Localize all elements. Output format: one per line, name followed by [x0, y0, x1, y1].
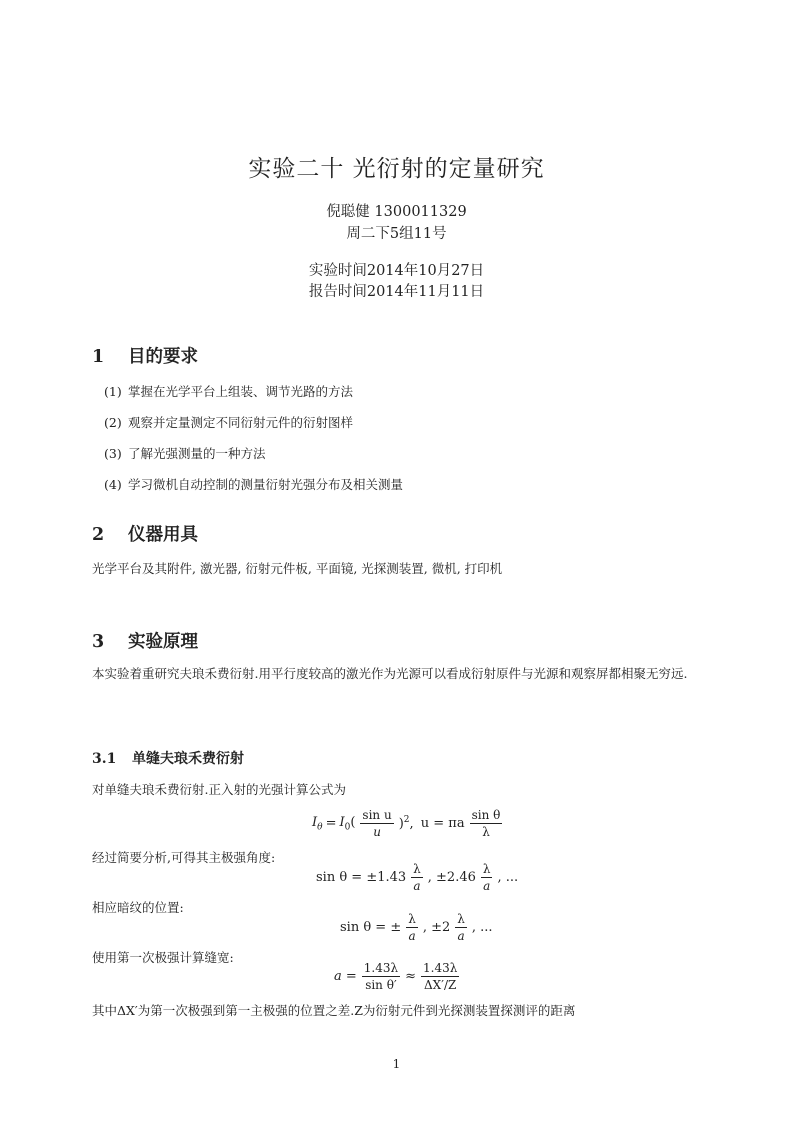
section-number: 2 — [92, 525, 105, 545]
list-item: (3) 了解光强测量的一种方法 — [104, 446, 266, 461]
section-title: 实验原理 — [128, 632, 198, 652]
subsection-3-1-heading — [92, 748, 244, 768]
subsection-title: 单缝夫琅禾费衍射 — [132, 751, 244, 767]
report-date: 报告时间2014年11月11日 — [308, 284, 485, 300]
document-title: 实验二十 光衍射的定量研究 — [248, 156, 545, 182]
paragraph-main-maxima: 经过简要分析,可得其主极强角度: — [92, 850, 276, 865]
section-title: 目的要求 — [128, 347, 198, 367]
list-item: (2) 观察并定量测定不同衍射元件的衍射图样 — [104, 415, 354, 430]
section-3-heading — [92, 628, 198, 653]
section-2-body: 光学平台及其附件, 激光器, 衍射元件板, 平面镜, 光探测装置, 微机, 打印机 — [92, 561, 503, 576]
equation-dark-fringes: sin θ = ± $\frac{\lambda}{a}$ , ±2 $\frac{\lambda}{a}$ , ... — [340, 912, 493, 943]
author-line: 倪聪健 1300011329 — [326, 204, 467, 220]
section-1-heading — [92, 343, 198, 368]
equation-intensity: $I_\theta$ = $I_0$( $\frac{\text{sin u}}{u}$ )$^2$, u = πa $\frac{\text{sin θ}}{\lambda}$ — [312, 808, 501, 839]
subsection-number: 3.1 — [92, 751, 117, 767]
list-item: (1) 掌握在光学平台上组装、调节光路的方法 — [104, 384, 354, 399]
group-line: 周二下5组11号 — [346, 226, 447, 242]
paragraph-definitions: 其中ΔX′为第一次极强到第一主极强的位置之差.Z为衍射元件到光探测装置探测评的距离 — [92, 1003, 576, 1018]
paragraph-dark-fringes: 相应暗纹的位置: — [92, 900, 184, 915]
section-number: 1 — [92, 347, 105, 367]
list-item: (4) 学习微机自动控制的测量衍射光强分布及相关测量 — [104, 477, 404, 492]
section-number: 3 — [92, 632, 105, 652]
paragraph-slit-width: 使用第一次极强计算缝宽: — [92, 950, 234, 965]
page-number: 1 — [392, 1057, 401, 1071]
equation-slit-width: a = $\frac{1.43\lambda}{\text{sin θ′}}$ ≈ $\frac{1.43\lambda}{\Delta X'/Z}$ — [334, 961, 458, 992]
experiment-date: 实验时间2014年10月27日 — [308, 263, 485, 279]
equation-main-maxima: sin θ = ±1.43 $\frac{\lambda}{a}$ , ±2.46 $\frac{\lambda}{a}$ , ... — [316, 862, 519, 893]
section-2-heading — [92, 521, 198, 546]
section-3-body: 本实验着重研究夫琅禾费衍射.用平行度较高的激光作为光源可以看成衍射原件与光源和观察屏都相聚无穷远. — [92, 666, 688, 681]
paragraph-intro: 对单缝夫琅禾费衍射.正入射的光强计算公式为 — [92, 782, 346, 797]
section-title: 仪器用具 — [128, 525, 198, 545]
